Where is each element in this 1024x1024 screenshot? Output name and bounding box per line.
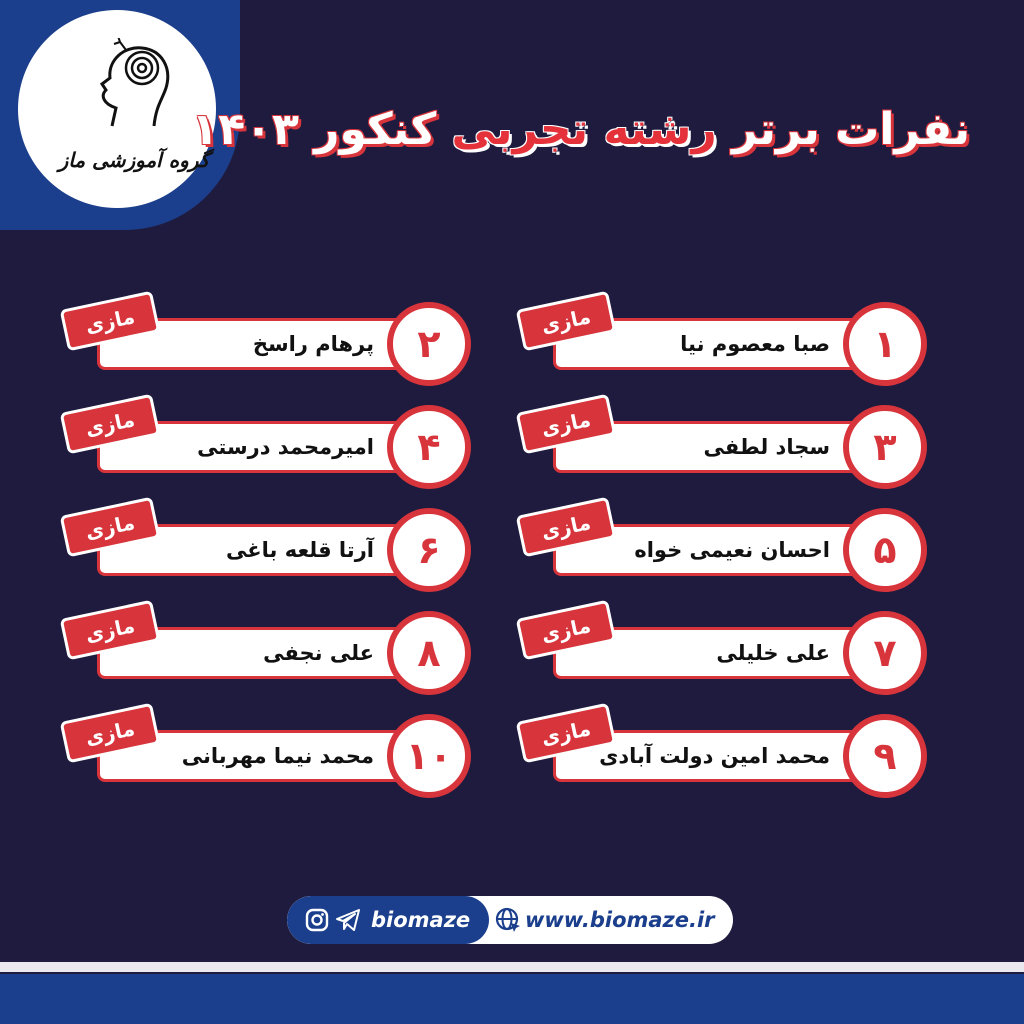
student-name: محمد امین دولت آبادی	[599, 744, 830, 768]
rank-number: ۸	[417, 631, 441, 675]
mazi-badge: مازی	[60, 600, 161, 661]
logo-text: گروه آموزشی ماز	[58, 148, 210, 172]
student-name: علی خلیلی	[716, 641, 830, 665]
rank-circle	[387, 611, 471, 695]
rank-number: ۴	[417, 425, 441, 469]
student-name: محمد نیما مهربانی	[181, 744, 374, 768]
rank-circle	[843, 714, 927, 798]
social-handle[interactable]: biomaze	[371, 908, 471, 932]
mazi-badge: مازی	[60, 497, 161, 558]
footer-links	[287, 896, 733, 944]
student-name: علی نجفی	[263, 641, 374, 665]
title-part-3: کنکور ۱۴۰۳	[191, 104, 437, 155]
student-name: صبا معصوم نیا	[680, 332, 830, 356]
rank-card	[539, 302, 925, 386]
student-name: پرهام راسخ	[252, 332, 374, 356]
globe-icon	[495, 907, 521, 933]
rank-circle	[387, 302, 471, 386]
mazi-badge: مازی	[60, 703, 161, 764]
head-maze-icon	[82, 38, 182, 138]
rank-number: ۵	[873, 528, 897, 572]
title-part-1: نفرات برتر	[732, 104, 970, 155]
rank-number: ۹	[873, 734, 897, 778]
mazi-badge: مازی	[60, 394, 161, 455]
rank-number: ۱	[873, 322, 897, 366]
telegram-icon[interactable]	[335, 908, 361, 932]
mazi-badge: مازی	[516, 600, 617, 661]
mazi-badge: مازی	[516, 497, 617, 558]
mazi-badge: مازی	[516, 291, 617, 352]
rank-card	[539, 611, 925, 695]
rank-number: ۷	[873, 631, 897, 675]
rank-circle	[387, 508, 471, 592]
title-part-2: رشته تجربی	[451, 104, 717, 155]
rank-circle	[387, 714, 471, 798]
page-title	[191, 104, 970, 155]
mazi-badge: مازی	[516, 394, 617, 455]
rank-number: ۱۰	[405, 734, 453, 778]
rank-circle	[843, 302, 927, 386]
rank-card	[83, 405, 469, 489]
social-pill[interactable]	[287, 896, 489, 944]
student-name: امیرمحمد درستی	[197, 435, 374, 459]
rank-number: ۳	[873, 425, 897, 469]
mazi-badge: مازی	[60, 291, 161, 352]
rank-card	[539, 405, 925, 489]
rank-circle	[843, 611, 927, 695]
instagram-icon[interactable]	[305, 908, 329, 932]
website-link[interactable]: www.biomaze.ir	[525, 908, 715, 932]
rank-number: ۲	[417, 322, 441, 366]
rank-card	[539, 714, 925, 798]
rank-number: ۶	[417, 528, 441, 572]
mazi-badge: مازی	[516, 703, 617, 764]
footer-band	[0, 974, 1024, 1024]
rank-card	[83, 611, 469, 695]
rank-card	[539, 508, 925, 592]
rank-card	[83, 302, 469, 386]
rank-circle	[387, 405, 471, 489]
rank-card	[83, 714, 469, 798]
student-name: احسان نعیمی خواه	[634, 538, 830, 562]
rank-circle	[843, 405, 927, 489]
footer-divider	[0, 962, 1024, 972]
rank-circle	[843, 508, 927, 592]
student-name: آرتا قلعه باغی	[226, 538, 374, 562]
rank-card	[83, 508, 469, 592]
logo	[18, 10, 216, 208]
student-name: سجاد لطفی	[703, 435, 830, 459]
